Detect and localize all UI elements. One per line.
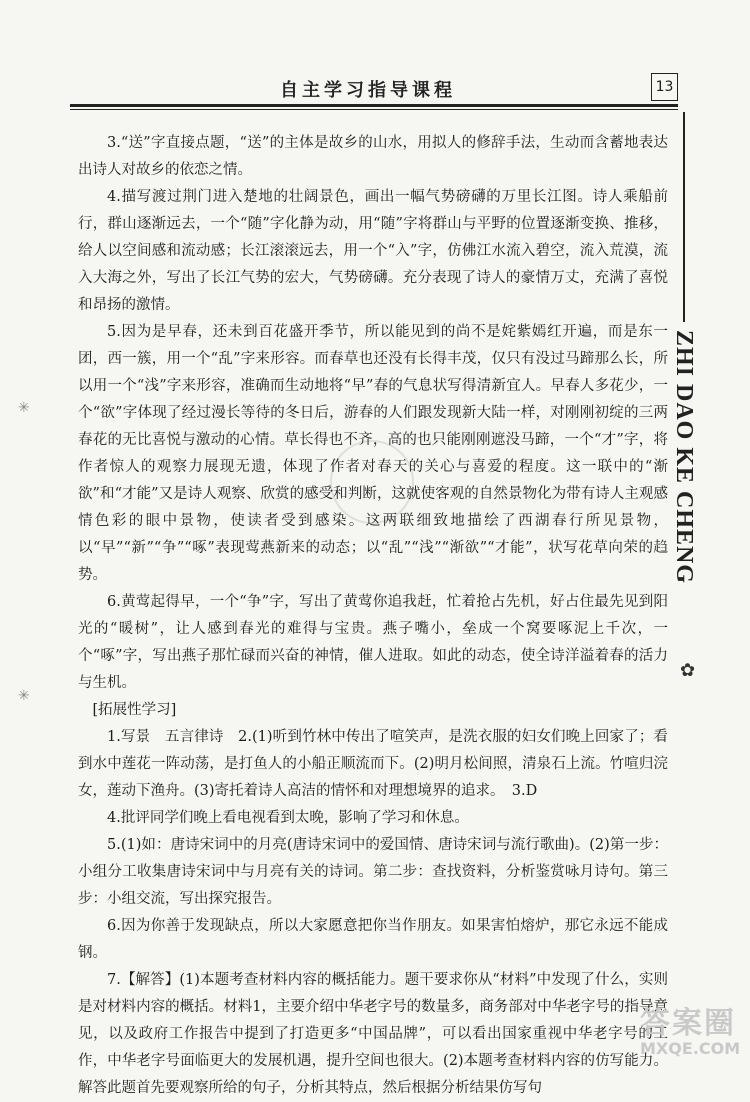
header-title: 自主学习指导课程	[280, 80, 456, 101]
extended-paragraph: 6.因为你善于发现缺点，所以大家愿意把你当作朋友。如果害怕熔炉，那它永远不能成钢。	[78, 918, 668, 961]
extended-paragraph: 4.批评同学们晚上看电视看到太晚，影响了学习和休息。	[107, 810, 469, 826]
watermark-line1: 答案圈	[640, 1006, 736, 1041]
answer-paragraph: 6.黄莺起得早，一个“争”字，写出了黄莺你追我赶，忙着抢占先机，好占住最先见到阳光的“暖树”，让人感到春光的难得与宝贵。燕子嘴小，垒成一个窝要啄泥上千次，一个“啄”字，写出燕子那忙碌而兴奋的神情，催人进取。如此的动态，使全诗洋溢着春的活力与生机。	[78, 594, 668, 691]
watermark-line2: MXQE.COM	[640, 1039, 741, 1058]
extended-paragraph: 7.【解答】(1)本题考查材料内容的概括能力。题干要求你从“材料”中发现了什么，实则是对材料内容的概括。材料1，主要介绍中华老字号的数量多，商务部对中华老字号的指导意见，以及政府工作报告中提到了打造更多“中国品牌”，可以看出国家重视中华老字号的工作，中华老字号面临更大的发展机遇，提升空间也很大。(2)本题考查材料内容的仿写能力。解答此题首先要观察所给的句子，分析其特点，然后根据分析结果仿写句	[78, 972, 668, 1096]
side-rule	[683, 112, 685, 322]
answer-paragraph: 4.描写渡过荆门进入楚地的壮阔景色，画出一幅气势磅礴的万里长江图。诗人乘船前行，群山逐渐远去，一个“随”字化静为动，用“随”字将群山与平野的位置逐渐变换、推移，给人以空间感和流动感；长江滚滚远去，用一个“入”字，仿佛江水流入碧空，流入荒漠，流入大海之外，写出了长江气势的宏大，气势磅礴。充分表现了诗人的豪情万丈，充满了喜悦和昂扬的激情。	[78, 189, 668, 313]
section-heading: [拓展性学习]	[92, 702, 177, 718]
extended-paragraph: 5.(1)如：唐诗宋词中的月亮(唐诗宋词中的爱国情、唐诗宋词与流行歌曲)。(2)第一步：小组分工收集唐诗宋词中与月亮有关的诗词。第二步：查找资料，分析鉴赏咏月诗句。第三步：小组交流，写出探究报告。	[78, 837, 668, 907]
margin-smudge-icon: ✳	[18, 400, 30, 416]
side-vertical-text: ZHI DAO KE CHENG	[671, 330, 697, 585]
margin-smudge-icon: ✳	[18, 688, 30, 704]
header-rule-thin	[70, 109, 678, 110]
extended-paragraph: 1.写景 五言律诗 2.(1)听到竹林中传出了喧笑声，是洗衣服的妇女们晚上回家了；看到水中莲花一阵动荡，是打鱼人的小船正顺流而下。(2)明月松间照，清泉石上流。竹喧归浣女，莲动下渔舟。(3)寄托着诗人高洁的情怀和对理想境界的追求。 3.D	[78, 729, 668, 799]
answer-paragraph: 3.“送”字直接点题，“送”的主体是故乡的山水，用拟人的修辞手法，生动而含蓄地表达出诗人对故乡的依恋之情。	[78, 135, 668, 178]
side-ornament-icon: ✿	[680, 660, 696, 681]
page-header	[70, 70, 678, 110]
answer-content	[78, 130, 668, 1102]
header-rule-thick	[70, 104, 678, 107]
watermark-logo	[640, 1008, 740, 1058]
page-number: 13	[651, 73, 678, 101]
answer-paragraph: 5.因为是早春，还未到百花盛开季节，所以能见到的尚不是姹紫嫣红开遍，而是东一团，西一簇，用一个“乱”字来形容。而春草也还没有长得丰茂，仅只有没过马蹄那么长，所以用一个“浅”字来形容，准确而生动地将“早”春的气息状写得清新宜人。早春人多花少，一个“欲”字体现了经过漫长等待的冬日后，游春的人们跟发现新大陆一样，对刚刚初绽的三两春花的无比喜悦与激动的心情。草长得也不齐，高的也只能刚刚遮没马蹄，一个“才”字，将作者惊人的观察力展现无遗，体现了作者对春天的关心与喜爱的程度。这一联中的“渐欲”和“才能”又是诗人观察、欣赏的感受和判断，这就使客观的自然景物化为带有诗人主观感情色彩的眼中景物，使读者受到感染。这两联细致地描绘了西湖春行所见景物，以“早”“新”“争”“啄”表现莺燕新来的动态；以“乱”“浅”“渐欲”“才能”，状写花草向荣的趋势。	[78, 324, 668, 583]
